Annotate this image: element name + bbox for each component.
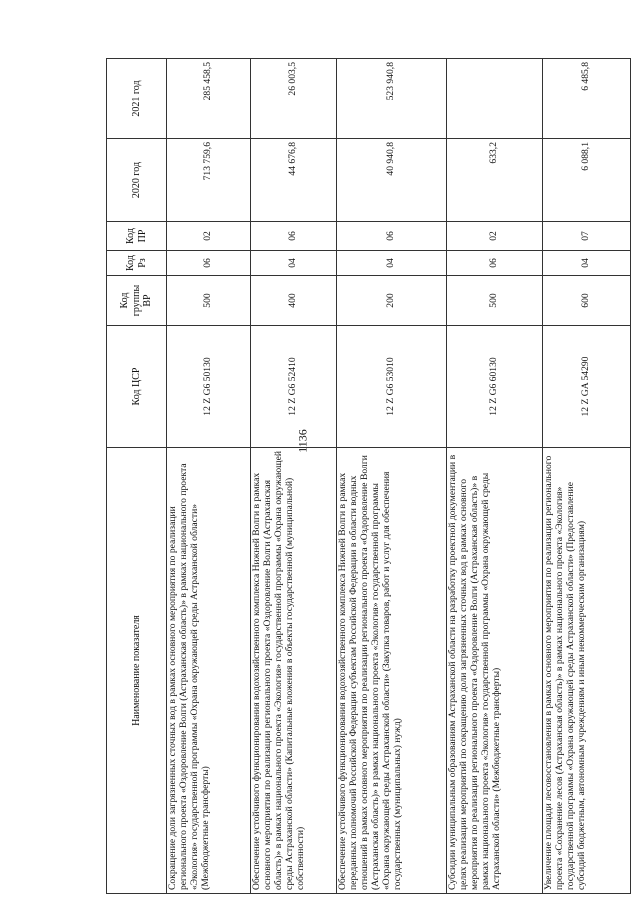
row-2020: 713 759,6 xyxy=(167,139,251,222)
row-name: Обеспечение устойчивого функционирования водохозяйственного комплекса Нижней Волги в рамках переданных полномочий Российской Федерации субъектам Российской Федерации в области водных отношений в рамках основного мероприятия по реализации регионального проекта «Оздоровление Волги (Астраханская область)» в рамках национального проекта «Экология» государственной программы «Охрана окружающей среды Астраханской области» (Закупка товаров, работ и услуг для обеспечения государственных (муниципальных) нужд) xyxy=(337,448,447,894)
header-csr: Код ЦСР xyxy=(107,326,167,448)
row-vr: 200 xyxy=(337,276,447,326)
table-row xyxy=(167,59,251,894)
row-vr: 500 xyxy=(447,276,543,326)
table-row xyxy=(447,59,543,894)
table-header-row xyxy=(107,59,167,894)
row-2021 xyxy=(447,59,543,139)
row-pr: 02 xyxy=(167,222,251,251)
row-pr: 07 xyxy=(543,222,631,251)
budget-table-rotated xyxy=(106,59,592,894)
row-2020: 6 088,1 xyxy=(543,139,631,222)
header-vr: Код группы ВР xyxy=(107,276,167,326)
row-2020: 44 676,8 xyxy=(251,139,337,222)
header-pr: Код ПР xyxy=(107,222,167,251)
row-pr: 06 xyxy=(337,222,447,251)
row-pr: 06 xyxy=(251,222,337,251)
page-number: 1136 xyxy=(295,429,310,453)
row-2021: 285 458,5 xyxy=(167,59,251,139)
header-2020: 2020 год xyxy=(107,139,167,222)
row-rz: 04 xyxy=(251,251,337,276)
row-pr: 02 xyxy=(447,222,543,251)
row-csr: 12 Z G6 53010 xyxy=(337,326,447,448)
header-2021: 2021 год xyxy=(107,59,167,139)
row-2021: 6 485,8 xyxy=(543,59,631,139)
row-rz: 06 xyxy=(167,251,251,276)
row-name: Сокращение доли загрязненных сточных вод в рамках основного мероприятия по реализации регионального проекта «Оздоровление Волги (Астраханская область)» в рамках национального проекта «Экология» государственной программы «Охрана окружающей среды Астраханской области» (Межбюджетные трансферты) xyxy=(167,448,251,894)
budget-table xyxy=(106,58,631,894)
header-name: Наименование показателя xyxy=(107,448,167,894)
row-name: Увеличение площади лесовосстановления в рамках основного мероприятия по реализации регионального проекта «Сохранение лесов (Астраханская область)» в рамках национального проекта «Экология» государственной программы «Охрана окружающей среды Астраханской области» (Предоставление субсидий бюджетным, автономным учреждениям и иным некоммерческим организациям) xyxy=(543,448,631,894)
row-vr: 500 xyxy=(167,276,251,326)
row-csr: 12 Z G6 50130 xyxy=(167,326,251,448)
row-2021: 523 940,8 xyxy=(337,59,447,139)
header-rz: Код Рз xyxy=(107,251,167,276)
row-csr: 12 Z GA 54290 xyxy=(543,326,631,448)
row-rz: 04 xyxy=(543,251,631,276)
budget-table-container xyxy=(106,59,592,894)
row-vr: 600 xyxy=(543,276,631,326)
row-2020: 633,2 xyxy=(447,139,543,222)
row-2021: 26 003,5 xyxy=(251,59,337,139)
table-row xyxy=(337,59,447,894)
table-row xyxy=(251,59,337,894)
row-name: Обеспечение устойчивого функционирования водохозяйственного комплекса Нижней Волги в рамках основного мероприятия по реализации регионального проекта «Оздоровление Волги (Астраханская область)» в рамках национального проекта «Экология» государственной программы «Охрана окружающей среды Астраханской области» (Капитальные вложения в объекты государственной (муниципальной) собственности) xyxy=(251,448,337,894)
row-name: Субсидии муниципальным образованиям Астраханской области на разработку проектной документации в целях реализации мероприятий по сокращению доли загрязненных сточных вод в рамках основного мероприятия по реализации регионального проекта «Оздоровление Волги (Астраханская область)» в рамках национального проекта «Экология» государственной программы «Охрана окружающей среды Астраханской области» (Межбюджетные трансферты) xyxy=(447,448,543,894)
row-csr: 12 Z G6 60130 xyxy=(447,326,543,448)
row-rz: 06 xyxy=(447,251,543,276)
row-rz: 04 xyxy=(337,251,447,276)
row-vr: 400 xyxy=(251,276,337,326)
row-2020: 40 940,8 xyxy=(337,139,447,222)
table-row xyxy=(543,59,631,894)
row-csr: 12 Z G6 52410 xyxy=(251,326,337,448)
